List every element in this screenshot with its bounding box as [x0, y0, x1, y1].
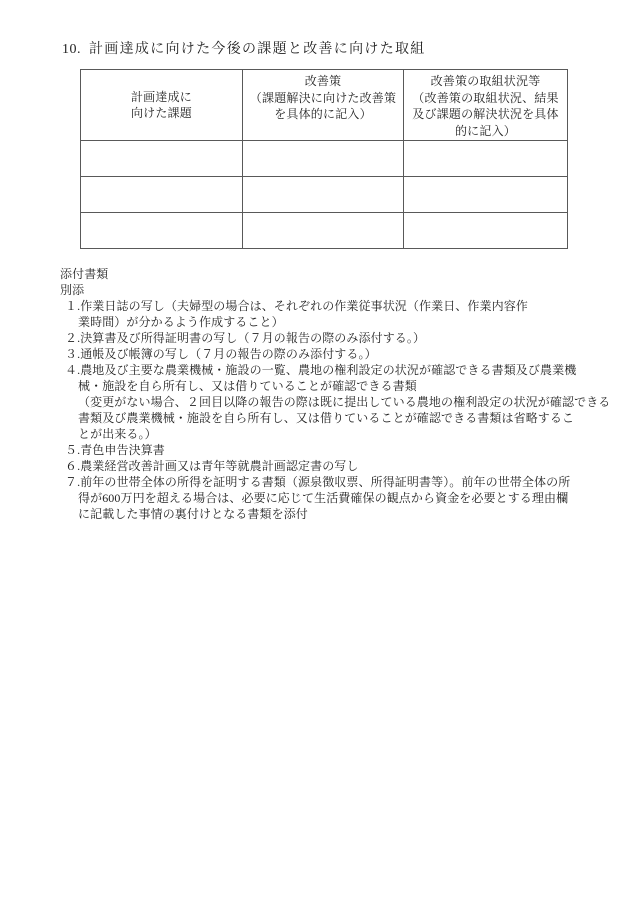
attachment-line-6: ６.農業経営改善計画又は青年等就農計画認定書の写し — [65, 459, 359, 473]
section-title: 計画達成に向けた今後の課題と改善に向けた取組 — [89, 42, 426, 57]
section-number: 10. — [62, 42, 81, 57]
attachment-line-7: ７.前年の世帯全体の所得を証明する書類（源泉徴収票、所得証明書等）。前年の世帯全体の所 — [65, 475, 571, 489]
section-heading — [62, 38, 426, 58]
header-line: 改善策の取組状況等 — [430, 74, 541, 88]
attachment-line-1-cont: 業時間）が分かるよう作成すること） — [78, 315, 284, 329]
header-line: 計画達成に — [130, 89, 192, 104]
table-cell-empty — [404, 213, 568, 249]
table-header-issues — [81, 70, 243, 141]
attachments-section — [60, 266, 610, 522]
header-line: （改善策の取組状況、結果 — [412, 90, 559, 105]
issues-improvements-table — [80, 69, 568, 249]
table-cell-empty — [404, 141, 568, 177]
header-line: 改善策 — [304, 74, 342, 88]
table-cell-empty — [243, 141, 404, 177]
attachment-line-2: ２.決算書及び所得証明書の写し（７月の報告の際のみ添付する。） — [65, 331, 426, 345]
table-cell-empty — [81, 177, 243, 213]
attachment-line-7-cont: 得が600万円を超える場合は、必要に応じて生活費確保の観点から資金を必要とする理由欄 — [78, 491, 569, 505]
header-line: 向けた課題 — [130, 106, 192, 120]
attachment-line-1: １.作業日誌の写し（夫婦型の場合は、それぞれの作業従事状況（作業日、作業内容作 — [65, 299, 528, 313]
header-line: （課題解決に向けた改善策 — [249, 90, 397, 105]
table-header-improvement-measures — [243, 70, 404, 141]
table-header-row — [81, 70, 568, 141]
table-cell-empty — [81, 141, 243, 177]
table-cell-empty — [243, 177, 404, 213]
table-cell-empty — [81, 213, 243, 249]
table-header-implementation-status — [404, 70, 568, 141]
attachment-line-4-note: （変更がない場合、２回目以降の報告の際は既に提出している農地の権利設定の状況が確認できる — [78, 395, 611, 409]
attachment-line-4-cont: 械・施設を自ら所有し、又は借りていることが確認できる書類 — [78, 379, 417, 393]
attachment-line-4-note-cont: 書類及び農業機械・施設を自ら所有し、又は借りていることが確認できる書類は省略するこ — [78, 411, 575, 425]
attachment-line-3: ３.通帳及び帳簿の写し（７月の報告の際のみ添付する。） — [65, 347, 377, 361]
attachment-line-4: ４.農地及び主要な農業機械・施設の一覧、農地の権利設定の状況が確認できる書類及び農業機 — [65, 363, 577, 377]
table-cell-empty — [404, 177, 568, 213]
attachment-line-4-note-end: とが出来る。） — [78, 427, 157, 441]
table-row — [81, 141, 568, 177]
table-row — [81, 177, 568, 213]
attachment-line-7-end: に記載した事情の裏付けとなる書類を添付 — [78, 507, 308, 521]
attachment-line-5: ５.青色申告決算書 — [65, 443, 165, 457]
table-row — [81, 213, 568, 249]
header-line: 及び課題の解決状況を具体 — [412, 107, 559, 121]
header-line: 的に記入） — [454, 123, 516, 138]
header-line: を具体的に記入） — [274, 107, 372, 121]
attachments-heading: 添付書類 — [60, 267, 109, 281]
table-cell-empty — [243, 213, 404, 249]
attachments-subheading: 別添 — [60, 283, 85, 297]
